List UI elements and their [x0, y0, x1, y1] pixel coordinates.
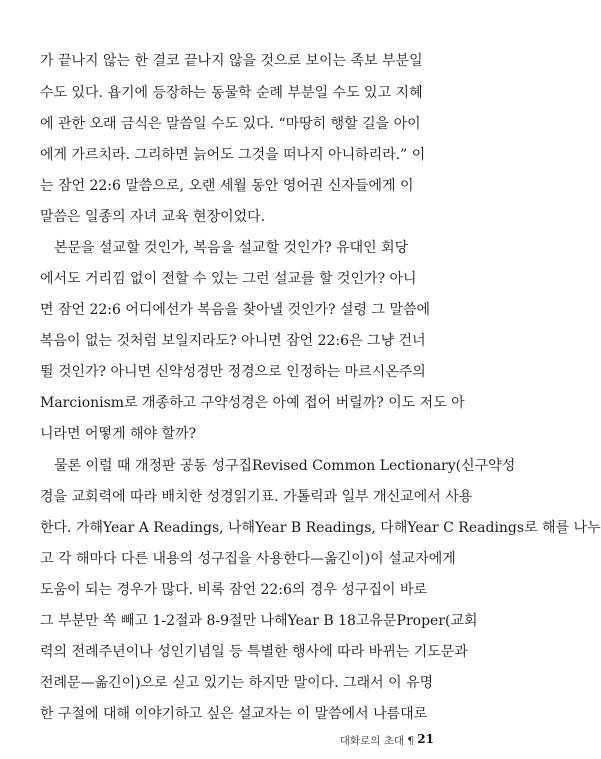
page-footer — [0, 733, 470, 753]
text-line: 전례문—옮긴이)으로 싣고 있기는 하지만 말이다. 그래서 이 유명 — [40, 675, 434, 691]
text-line: 복음이 없는 것처럼 보일지라도? 아니면 잠언 22:6은 그냥 건너 — [40, 333, 426, 349]
text-line: 한다. 가해Year A Readings, 나해Year B Readings, 다해Year C Readings로 해를 나누 — [40, 520, 601, 536]
text-line: 말씀은 일종의 자녀 교육 현장이었다. — [40, 209, 266, 225]
text-line: 경을 교회력에 따라 배치한 성경읽기표. 가톨릭과 일부 개신교에서 사용 — [40, 489, 473, 505]
text-line: 니라면 어떻게 해야 할까? — [40, 426, 197, 442]
text-line: 한 구절에 대해 이야기하고 싶은 설교자는 이 말씀에서 나름대로 — [40, 706, 428, 722]
text-line: 에서도 거리낌 없이 전할 수 있는 그런 설교를 할 것인가? 아니 — [40, 271, 417, 287]
text-line: 에게 가르치라. 그리하면 늙어도 그것을 떠나지 아니하리라.” 이 — [40, 147, 426, 163]
paragraph-first-line: 본문을 설교할 것인가, 복음을 설교할 것인가? 유대인 회당 — [54, 240, 409, 256]
text-line: 그 부분만 쏙 빼고 1-2절과 8-9절만 나해Year B 18고유문Proper(교회 — [40, 613, 478, 629]
text-line: 가 끝나지 않는 한 결코 끝나지 않을 것으로 보이는 족보 부분일 — [40, 53, 423, 69]
page-number: 21 — [417, 732, 434, 746]
running-head: 대화로의 초대 ¶ — [339, 735, 414, 747]
text-line: 에 관한 오래 금식은 말씀일 수도 있다. “마땅히 행할 길을 아이 — [40, 116, 421, 132]
text-line: 도움이 되는 경우가 많다. 비록 잠언 22:6의 경우 성구집이 바로 — [40, 582, 427, 598]
text-line: 뛸 것인가? 아니면 신약성경만 정경으로 인정하는 마르시온주의 — [40, 364, 426, 380]
text-line: 면 잠언 22:6 어디에선가 복음을 찾아낼 것인가? 설령 그 말씀에 — [40, 302, 431, 318]
text-line: Marcionism로 개종하고 구약성경은 아예 접어 버릴까? 이도 저도 아 — [40, 395, 465, 411]
text-line: 고 각 해마다 다른 내용의 성구집을 사용한다—옮긴이)이 설교자에게 — [40, 551, 456, 567]
text-line: 수도 있다. 욥기에 등장하는 동물학 순례 부분일 수도 있고 지혜 — [40, 85, 423, 101]
text-line: 는 잠언 22:6 말씀으로, 오랜 세월 동안 영어권 신자들에게 이 — [40, 178, 414, 194]
text-line: 력의 전례주년이나 성인기념일 등 특별한 행사에 따라 바뀌는 기도문과 — [40, 644, 468, 660]
paragraph-first-line: 물론 이럴 때 개정판 공동 성구집Revised Common Lectionary(신구약성 — [54, 458, 516, 474]
